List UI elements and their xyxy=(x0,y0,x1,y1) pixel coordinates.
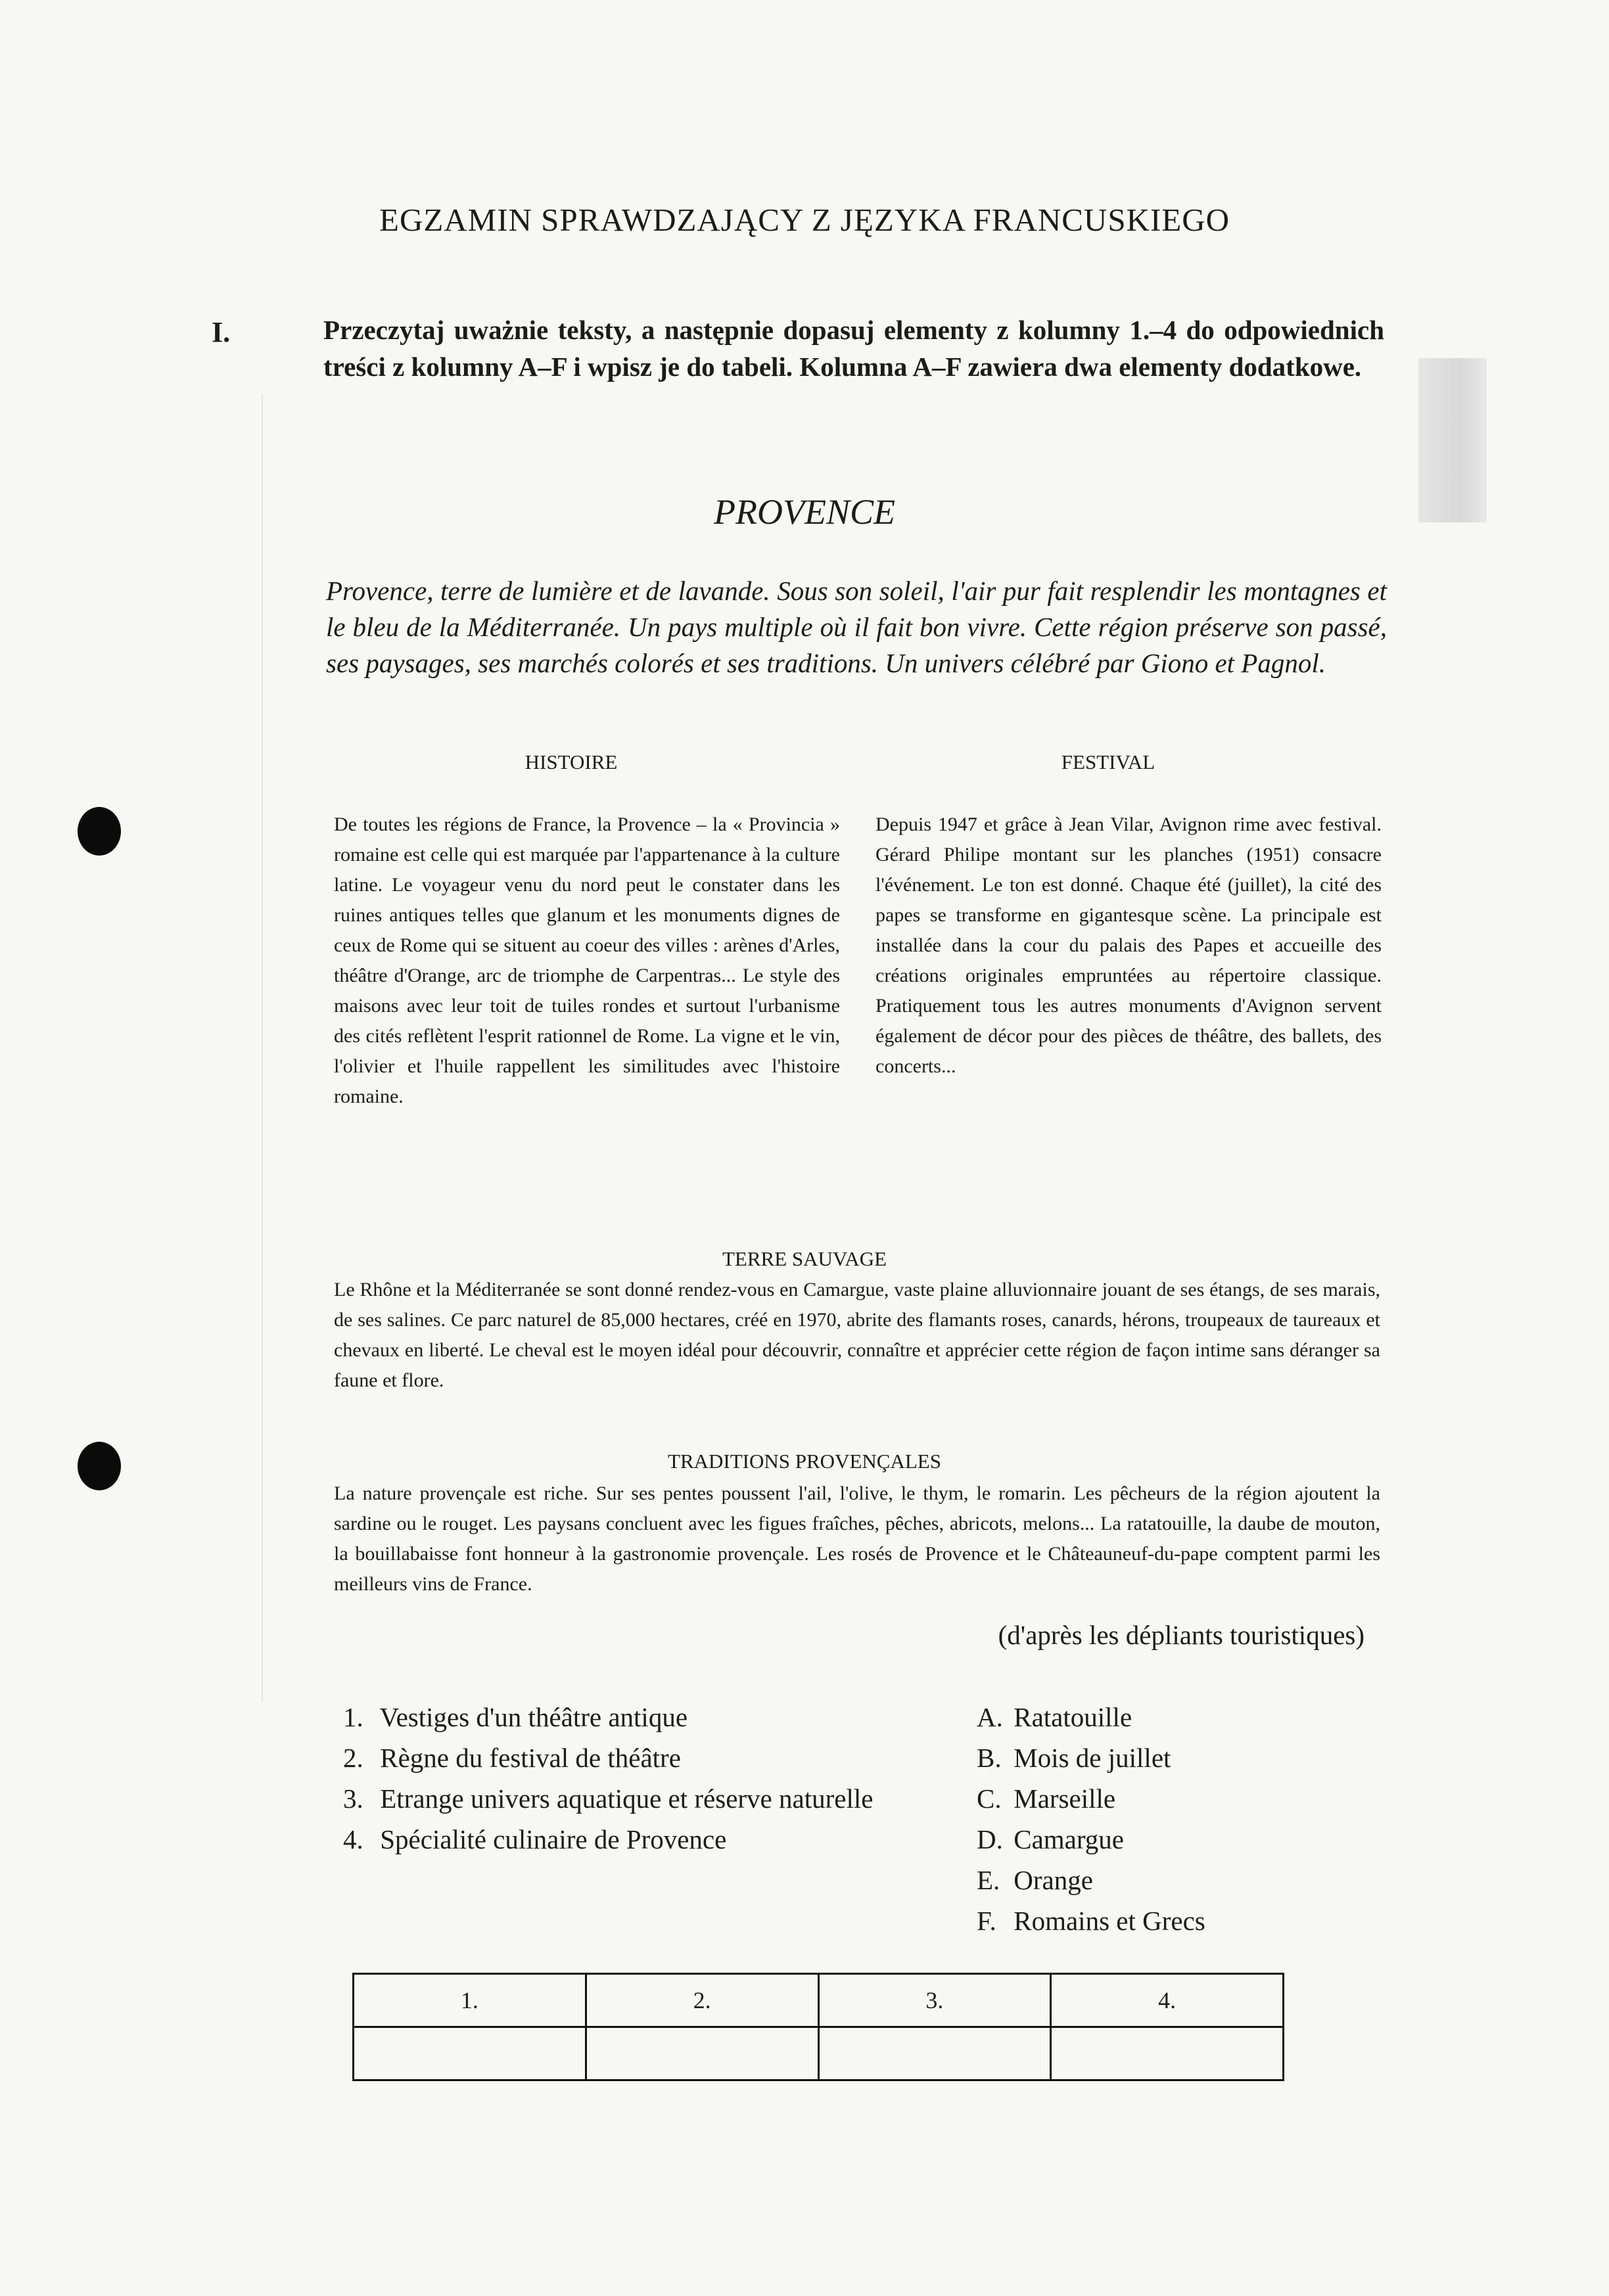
answer-cell-3[interactable] xyxy=(818,2027,1051,2080)
item-text: Etrange univers aquatique et réserve naturelle xyxy=(380,1783,874,1814)
item-number: 2. xyxy=(343,1743,363,1773)
item-text: Mois de juillet xyxy=(1014,1743,1171,1773)
list-item xyxy=(977,1860,1205,1900)
list-item xyxy=(343,1697,873,1737)
item-number: 1. xyxy=(343,1702,363,1732)
terre-sauvage-text: Le Rhône et la Méditerranée se sont donné rendez-vous en Camargue, vaste plaine alluvionnaire jouant de ses étangs, de ses marais, de ses salines. Ce parc naturel de 85,000 hectares, créé en 1970, abrite des flamants roses, canards, hérons, troupeaux de taureaux et chevaux en liberté. Le cheval est le moyen idéal pour découvrir, connaître et apprécier cette région de façon intime sans déranger sa faune et flore. xyxy=(334,1279,1380,1391)
item-letter: D. xyxy=(977,1824,1003,1854)
item-text: Romains et Grecs xyxy=(1014,1906,1205,1936)
source-note: (d'après les dépliants touristiques) xyxy=(998,1620,1364,1650)
traditions-text: La nature provençale est riche. Sur ses pentes poussent l'ail, l'olive, le thym, le romarin. Les pêcheurs de la région ajoutent la sardine ou le rouget. Les paysans concluent avec les figues fraîches, pêches, abricots, melons... La ratatouille, la daube de mouton, la bouillabaisse font honneur à la gastronomie provençale. Les rosés de Provence et le Châteauneuf-du-pape comptent parmi les meilleurs vins de France. xyxy=(334,1482,1380,1595)
item-text: Règne du festival de théâtre xyxy=(380,1743,681,1773)
item-text: Orange xyxy=(1014,1865,1093,1895)
item-letter: F. xyxy=(977,1906,996,1936)
item-text: Camargue xyxy=(1014,1824,1124,1854)
answer-header-row xyxy=(354,1974,1284,2027)
festival-heading: FESTIVAL xyxy=(1061,750,1155,773)
list-item xyxy=(977,1778,1205,1819)
exam-title: EGZAMIN SPRAWDZAJĄCY Z JĘZYKA FRANCUSKIEGO xyxy=(379,202,1230,238)
list-item xyxy=(343,1737,873,1778)
terre-sauvage-heading: TERRE SAUVAGE xyxy=(722,1247,887,1270)
task-instruction: Przeczytaj uważnie teksty, a następnie dopasuj elementy z kolumny 1.–4 do odpowiednich treści z kolumny A–F i wpisz je do tabeli. Kolumna A–F zawiera dwa elementy dodatkowe. xyxy=(323,315,1384,382)
answer-cell-2[interactable] xyxy=(586,2027,818,2080)
item-text: Spécialité culinaire de Provence xyxy=(380,1824,727,1854)
answer-input-row xyxy=(354,2027,1284,2080)
item-number: 3. xyxy=(343,1783,363,1814)
item-text: Ratatouille xyxy=(1014,1702,1132,1732)
answer-header-cell: 4. xyxy=(1051,1974,1284,2027)
list-item xyxy=(343,1819,873,1860)
item-letter: E. xyxy=(977,1865,1000,1895)
answer-header-cell: 3. xyxy=(818,1974,1051,2027)
item-text: Vestiges d'un théâtre antique xyxy=(379,1702,688,1732)
item-number: 4. xyxy=(343,1824,363,1854)
list-item xyxy=(977,1819,1205,1860)
item-letter: B. xyxy=(977,1743,1002,1773)
item-text: Marseille xyxy=(1014,1783,1116,1814)
article-intro: Provence, terre de lumière et de lavande. Sous son soleil, l'air pur fait resplendir les montagnes et le bleu de la Méditerranée. Un pays multiple où il fait bon vivre. Cette région préserve son passé, ses paysages, ses marchés colorés et ses traditions. Un univers célébré par Giono et Pagnol. xyxy=(326,576,1387,678)
answer-header-cell: 1. xyxy=(354,1974,586,2027)
task-number: I. xyxy=(212,316,231,348)
traditions-heading: TRADITIONS PROVENÇALES xyxy=(668,1450,941,1473)
item-letter: C. xyxy=(977,1783,1002,1814)
answer-table xyxy=(352,1973,1284,2081)
list-item xyxy=(977,1737,1205,1778)
answer-cell-1[interactable] xyxy=(354,2027,586,2080)
answer-header-cell: 2. xyxy=(586,1974,818,2027)
matching-list-left xyxy=(343,1697,873,1860)
list-item xyxy=(977,1900,1205,1941)
margin-line xyxy=(262,394,263,1702)
histoire-heading: HISTOIRE xyxy=(525,750,618,773)
list-item xyxy=(343,1778,873,1819)
festival-text: Depuis 1947 et grâce à Jean Vilar, Avignon rime avec festival. Gérard Philipe montant sur les planches (1951) consacre l'événement. Le ton est donné. Chaque été (juillet), la cité des papes se transforme en gigantesque scène. La principale est installée dans la cour du palais des Papes et accueille des créations originales empruntées au répertoire classique. Pratiquement tous les autres monuments d'Avignon servent également de décor pour des pièces de théâtre, des ballets, des concerts... xyxy=(875,814,1382,1077)
article-title: PROVENCE xyxy=(714,492,895,532)
matching-list-right xyxy=(977,1697,1205,1941)
item-letter: A. xyxy=(977,1702,1003,1732)
answer-cell-4[interactable] xyxy=(1051,2027,1284,2080)
punch-hole-top xyxy=(78,807,121,856)
list-item xyxy=(977,1697,1205,1737)
histoire-text: De toutes les régions de France, la Provence – la « Provincia » romaine est celle qui est marquée par l'appartenance à la culture latine. Le voyageur venu du nord peut le constater dans les ruines antiques telles que glanum et les monuments dignes de ceux de Rome qui se situent au coeur des villes : arènes d'Arles, théâtre d'Orange, arc de triomphe de Carpentras... Le style des maisons avec leur toit de tuiles rondes et surtout l'urbanisme des cités reflètent l'esprit rationnel de Rome. La vigne et le vin, l'olivier et l'huile rappellent les similitudes avec l'histoire romaine. xyxy=(334,814,840,1107)
